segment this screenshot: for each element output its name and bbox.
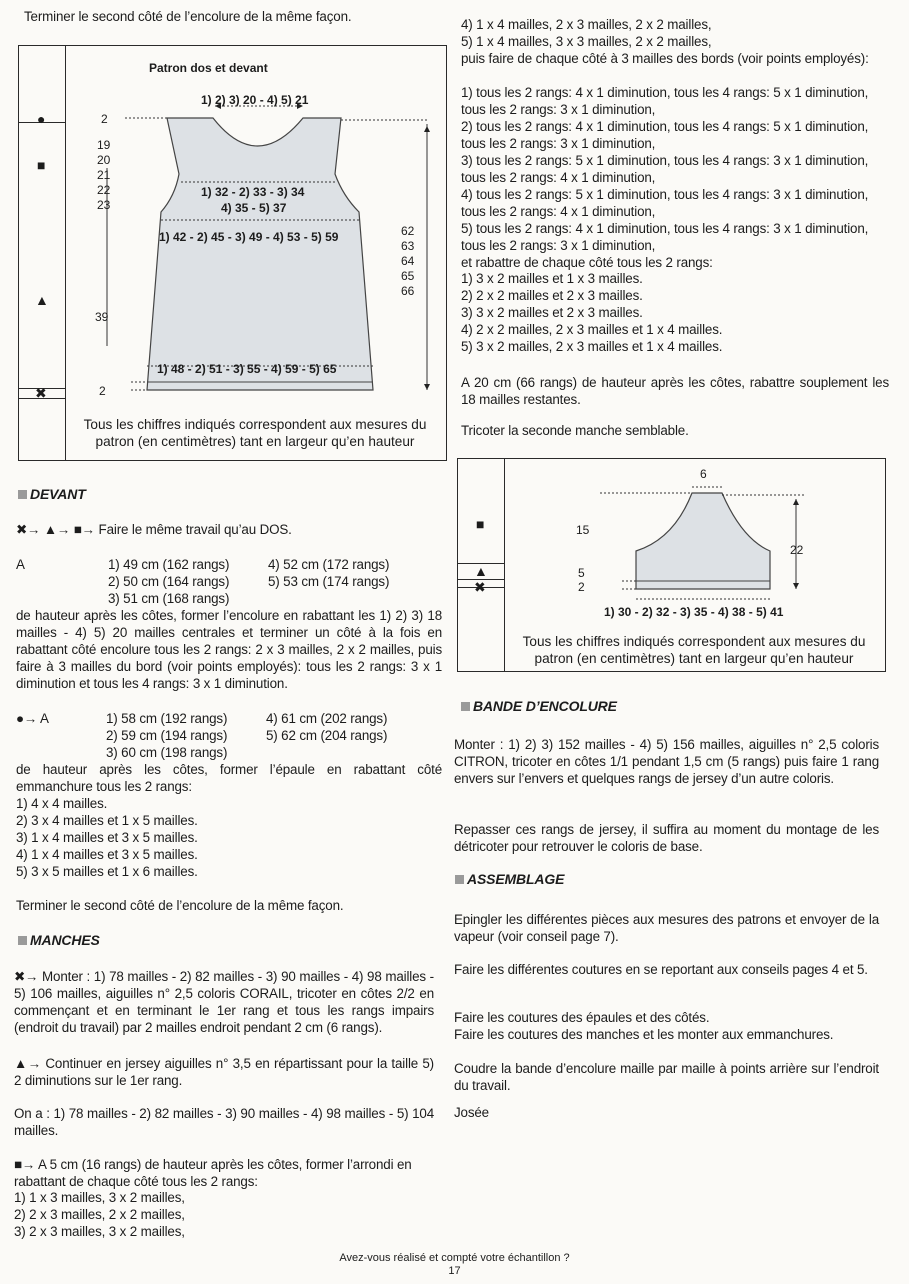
rib-height-label: 2 — [99, 384, 106, 398]
armhole-label: 23 — [97, 198, 111, 212]
list-item: 4) 1 x 4 mailles, 2 x 3 mailles, 2 x 2 mailles, — [461, 17, 712, 32]
cross-symbol-icon: ✖ — [35, 385, 47, 401]
sleeve-pattern-caption: Tous les chiffres indiqués correspondent aux mesures du patron (en centimètres) tant en largeur qu’en hauteur — [522, 634, 866, 666]
size-item: 1) 49 cm (162 rangs) — [108, 557, 230, 572]
assemblage-p2: Faire les différentes coutures en se reportant aux conseils pages 4 et 5. — [454, 962, 868, 977]
armhole-label: 20 — [97, 153, 111, 167]
bande-heading — [461, 698, 617, 715]
manches-p2: ▲→ Continuer en jersey aiguilles n° 3,5 en répartissant pour la taille 5) 2 diminutions sur le 1er rang. — [14, 1056, 434, 1088]
height-label: 64 — [401, 254, 415, 268]
list-item: 4) 1 x 4 mailles et 3 x 5 mailles. — [16, 847, 198, 862]
list-item: 3) 2 x 3 mailles, 3 x 2 mailles, — [14, 1224, 185, 1239]
body-pattern-box — [18, 45, 447, 461]
height-label: 66 — [401, 284, 415, 298]
heading-square-icon — [455, 875, 464, 884]
triangle-symbol-icon: ▲ — [35, 292, 49, 308]
body-height-label: 39 — [95, 310, 109, 324]
chest-width-label: 1) 42 - 2) 45 - 3) 49 - 4) 53 - 5) 59 — [159, 230, 339, 244]
manches-heading — [18, 932, 100, 949]
list-item: 1) 1 x 3 mailles, 3 x 2 mailles, — [14, 1190, 185, 1205]
b-label: ●→ A — [16, 711, 49, 726]
square-symbol-icon: ■ — [37, 157, 46, 173]
right-p1: puis faire de chaque côté à 3 mailles des bords (voir points employés): — [461, 51, 869, 66]
decrease-list — [461, 84, 889, 254]
list-item: 1) 4 x 4 mailles. — [16, 796, 108, 811]
cross-symbol-icon: ✖ — [474, 579, 486, 595]
sleeve-width-label: 1) 30 - 2) 32 - 3) 35 - 4) 38 - 5) 41 — [604, 605, 784, 619]
size-item: 5) 53 cm (174 rangs) — [268, 574, 390, 589]
list-item: 3) tous les 2 rangs: 5 x 1 diminution, tous les 4 rangs: 3 x 1 diminution, tous les 2 rangs: 4 x 1 diminution, — [461, 153, 869, 185]
size-item: 4) 52 cm (172 rangs) — [268, 557, 390, 572]
right-p3: A 20 cm (66 rangs) de hauteur après les côtes, rabattre souplement les 18 mailles restantes. — [461, 375, 889, 407]
assemblage-p4: Coudre la bande d’encolure maille par maille à points arrière sur l’endroit du travail. — [454, 1061, 879, 1093]
manches-title: MANCHES — [30, 932, 100, 948]
size-item: 2) 59 cm (194 rangs) — [106, 728, 228, 743]
sleeve-rib-label-b: 2 — [578, 580, 585, 594]
square-symbol-icon: ■ — [476, 516, 485, 532]
assemblage-p1: Epingler les différentes pièces aux mesures des patrons et envoyer de la vapeur (voir conseil page 7). — [454, 912, 879, 944]
size-item: 2) 50 cm (164 rangs) — [108, 574, 230, 589]
bind-off-list — [461, 270, 722, 355]
devant-title: DEVANT — [30, 486, 86, 502]
list-item: 5) tous les 2 rangs: 4 x 1 diminution, tous les 4 rangs: 3 x 1 diminution, tous les 2 rangs: 3 x 1 diminution, — [461, 221, 869, 253]
bande-p1: Monter : 1) 2) 3) 152 mailles - 4) 5) 156 mailles, aiguilles n° 2,5 coloris CITRON, tricoter en côtes 1/1 pendant 1,5 cm (5 rangs) puis faire 1 rang envers sur l’envers et quelques rangs de jersey d’un autre coloris. — [454, 737, 879, 786]
list-item: 1) 3 x 2 mailles et 1 x 3 mailles. — [461, 271, 643, 286]
sleeve-rib-label-a: 5 — [578, 566, 585, 580]
list-item: 5) 1 x 4 mailles, 3 x 3 mailles, 2 x 2 mailles, — [461, 34, 712, 49]
list-item: 2) 2 x 2 mailles et 2 x 3 mailles. — [461, 288, 643, 303]
size-item: 3) 60 cm (198 rangs) — [106, 745, 228, 760]
manches-p1: ✖→ Monter : 1) 78 mailles - 2) 82 mailles - 3) 90 mailles - 4) 98 mailles - 5) 106 mailles, aiguilles n° 2,5 coloris CORAIL, tricoter en côtes 2/2 en commençant et en terminant le 1er rang et tous les rangs impairs (endroit du travail) par 2 mailles endroit pendant 2 cm (6 rangs). — [14, 969, 434, 1035]
devant-heading — [18, 486, 86, 503]
list-item: 4) tous les 2 rangs: 5 x 1 diminution, tous les 4 rangs: 3 x 1 diminution, tous les 2 rangs: 4 x 1 diminution, — [461, 187, 869, 219]
devant-a-paragraph: de hauteur après les côtes, former l’encolure en rabattant les 1) 2) 3) 18 mailles - 4) 5) 20 mailles centrales et terminer un côté à la fois en rabattant côté encolure tous les 2 rangs: 2 x 3 mailles, 2 x 2 mailles, puis faire à 3 mailles du bord (voir points employés): tous les 2 rangs: 3 x 1 diminution et tous les 4 rangs: 3 x 1 diminution. — [16, 608, 442, 691]
height-label: 62 — [401, 224, 415, 238]
list-item: 3) 1 x 4 mailles et 3 x 5 mailles. — [16, 830, 198, 845]
assemblage-title: ASSEMBLAGE — [467, 871, 565, 887]
heading-square-icon — [18, 936, 27, 945]
assemblage-heading — [455, 871, 564, 888]
bottom-width-label: 1) 48 - 2) 51 - 3) 55 - 4) 59 - 5) 65 — [157, 362, 337, 376]
sleeve-top-label: 6 — [700, 467, 707, 481]
list-item: 3) 3 x 2 mailles et 2 x 3 mailles. — [461, 305, 643, 320]
devant-intro: ✖→ ▲→ ■→ Faire le même travail qu’au DOS. — [16, 522, 292, 537]
assemblage-p3: Faire les coutures des épaules et des côtés. Faire les coutures des manches et les monter aux emmanchures. — [454, 1010, 834, 1042]
neck-depth-label: 2 — [101, 112, 108, 126]
right-p2: et rabattre de chaque côté tous les 2 rangs: — [461, 255, 713, 270]
manches-p3: On a : 1) 78 mailles - 2) 82 mailles - 3) 90 mailles - 4) 98 mailles - 5) 104 mailles. — [14, 1106, 434, 1138]
height-label: 65 — [401, 269, 415, 283]
armhole-label: 19 — [97, 138, 111, 152]
heading-square-icon — [461, 702, 470, 711]
a-label: A — [16, 557, 25, 572]
body-pattern-caption: Tous les chiffres indiqués correspondent aux mesures du patron (en centimètres) tant en largeur qu’en hauteur — [83, 417, 427, 449]
right-top-list — [461, 16, 711, 50]
size-item: 4) 61 cm (202 rangs) — [266, 711, 388, 726]
heading-square-icon — [18, 490, 27, 499]
list-item: 2) tous les 2 rangs: 4 x 1 diminution, tous les 4 rangs: 5 x 1 diminution, tous les 2 rangs: 3 x 1 diminution, — [461, 119, 869, 151]
pattern-title: Patron dos et devant — [149, 61, 268, 75]
size-item: 3) 51 cm (168 rangs) — [108, 591, 230, 606]
bande-p2: Repasser ces rangs de jersey, il suffira au moment du montage de les détricoter pour retrouver le coloris de base. — [454, 822, 879, 854]
devant-end-line: Terminer le second côté de l’encolure de la même façon. — [16, 898, 344, 913]
circle-symbol-icon: ● — [37, 111, 46, 127]
sleeve-pattern-box — [457, 458, 886, 672]
neck-width-label: 1) 32 - 2) 33 - 3) 34 — [201, 185, 305, 199]
armhole-labels — [97, 138, 110, 213]
list-item: 2) 2 x 3 mailles, 2 x 2 mailles, — [14, 1207, 185, 1222]
top-width-label: 1) 2) 3) 20 - 4) 5) 21 — [201, 93, 309, 107]
right-p4: Tricoter la seconde manche semblable. — [461, 423, 689, 438]
list-item: 2) 3 x 4 mailles et 1 x 5 mailles. — [16, 813, 198, 828]
size-item: 5) 62 cm (204 rangs) — [266, 728, 388, 743]
neck-width-label-b: 4) 35 - 5) 37 — [221, 201, 287, 215]
triangle-symbol-icon: ▲ — [474, 563, 488, 579]
sleeve-pattern-svg — [504, 459, 884, 619]
armhole-label: 22 — [97, 183, 111, 197]
devant-b-paragraph: de hauteur après les côtes, former l’épaule en rabattant côté emmanchure tous les 2 rangs: — [16, 762, 442, 794]
list-item: 1) tous les 2 rangs: 4 x 1 diminution, tous les 4 rangs: 5 x 1 diminution, tous les 2 rangs: 3 x 1 diminution, — [461, 85, 869, 117]
signature: Josée — [454, 1105, 489, 1120]
list-item: 5) 3 x 5 mailles et 1 x 6 mailles. — [16, 864, 198, 879]
sleeve-height-label: 22 — [790, 543, 804, 557]
height-labels — [401, 224, 414, 299]
manches-list — [14, 1189, 185, 1240]
top-line: Terminer le second côté de l’encolure de la même façon. — [24, 9, 352, 24]
devant-a-block — [16, 556, 444, 692]
page-number: 17 — [448, 1265, 461, 1277]
devant-b-block — [16, 710, 444, 880]
height-label: 63 — [401, 239, 415, 253]
shoulder-list — [16, 795, 444, 880]
footer-question: Avez-vous réalisé et compté votre échantillon ? — [339, 1252, 570, 1264]
bande-title: BANDE D’ENCOLURE — [473, 698, 617, 714]
size-item: 1) 58 cm (192 rangs) — [106, 711, 228, 726]
armhole-label: 21 — [97, 168, 111, 182]
sleeve-cap-label: 15 — [576, 523, 590, 537]
manches-p4: ■→ A 5 cm (16 rangs) de hauteur après les côtes, former l’arrondi en rabattant de chaque côté tous les 2 rangs: — [14, 1157, 412, 1189]
list-item: 4) 2 x 2 mailles, 2 x 3 mailles et 1 x 4 mailles. — [461, 322, 723, 337]
list-item: 5) 3 x 2 mailles, 2 x 3 mailles et 1 x 4 mailles. — [461, 339, 723, 354]
